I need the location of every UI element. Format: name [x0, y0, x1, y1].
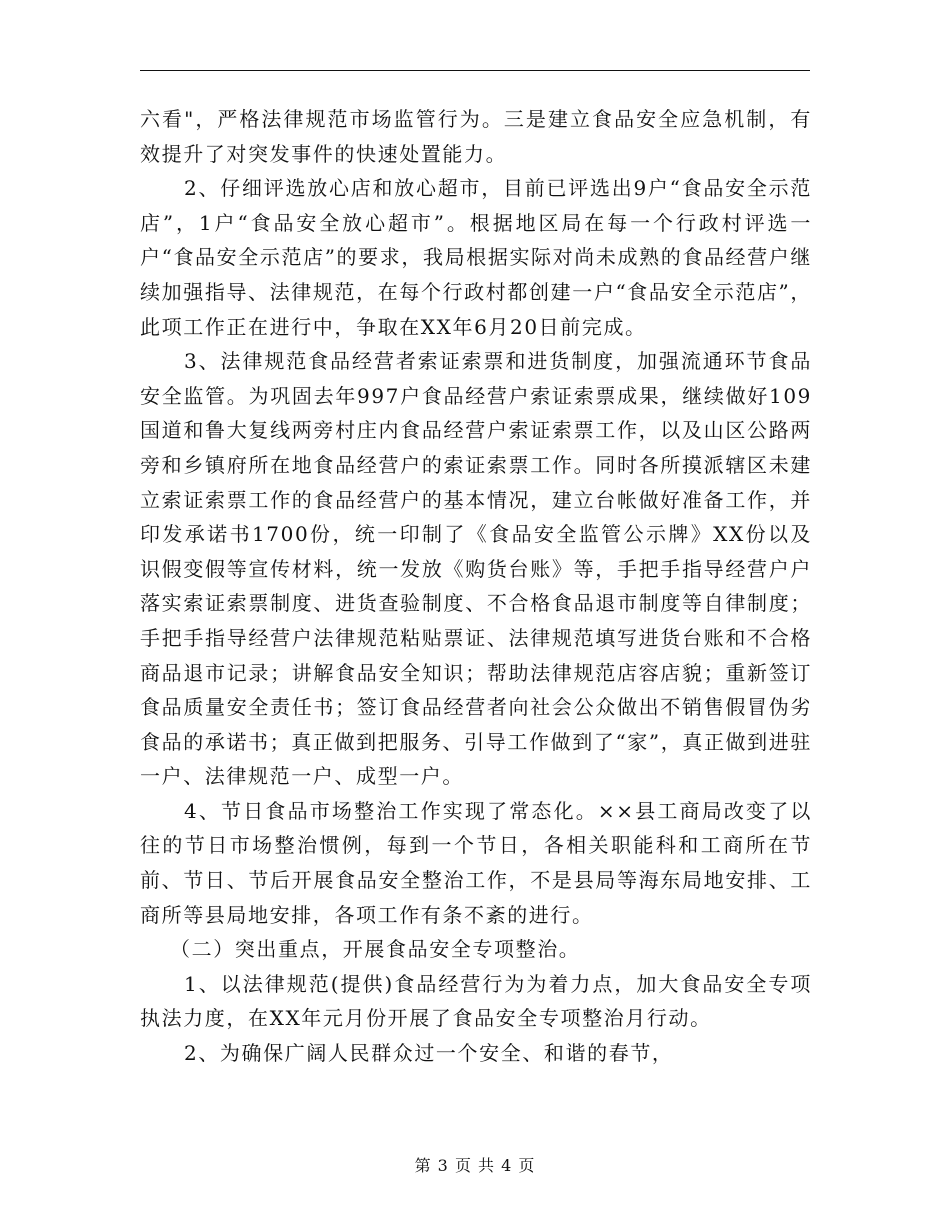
- header-rule: [140, 70, 810, 71]
- page-number-footer: 第 3 页 共 4 页: [414, 1156, 536, 1175]
- paragraph-item-3: 3、法律规范食品经营者索证索票和进货制度，加强流通环节食品安全监管。为巩固去年997户食品经营户索证索票成果，继续做好109国道和鲁大复线两旁村庄内食品经营户索证索票工作，以及山区公路两旁和乡镇府所在地食品经营户的索证索票工作。同时各所摸派辖区未建立索证索票工作的食品经营户的基本情况，建立台帐做好准备工作，并印发承诺书1700份，统一印制了《食品安全监管公示牌》XX份以及识假变假等宣传材料，统一发放《购货台账》等，手把手指导经营户户落实索证索票制度、进货查验制度、不合格食品退市制度等自律制度；手把手指导经营户法律规范粘贴票证、法律规范填写进货台账和不合格商品退市记录；讲解食品安全知识；帮助法律规范店容店貌；重新签订食品质量安全责任书；签订食品经营者向社会公众做出不销售假冒伪劣食品的承诺书；真正做到把服务、引导工作做到了“家”，真正做到进驻一户、法律规范一户、成型一户。: [140, 349, 812, 789]
- paragraph-item-2: 2、仔细评选放心店和放心超市，目前已评选出9户“食品安全示范店”，1户“食品安全放心超市”。根据地区局在每一个行政村评选一户“食品安全示范店”的要求，我局根据实际对尚未成熟的食品经营户继续加强指导、法律规范，在每个行政村都创建一户“食品安全示范店”，此项工作正在进行中，争取在XX年6月20日前完成。: [140, 176, 812, 339]
- section-heading: （二）突出重点，开展食品安全专项整治。: [170, 937, 581, 962]
- paragraph-subitem-1: 1、以法律规范(提供)食品经营行为为着力点，加大食品安全专项执法力度，在XX年元月份开展了食品安全专项整治月行动。: [140, 971, 812, 1031]
- paragraph-continuation: 六看"，严格法律规范市场监管行为。三是建立食品安全应急机制，有效提升了对突发事件的快速处置能力。: [140, 107, 812, 166]
- paragraph-item-4: 4、节日食品市场整治工作实现了常态化。××县工商局改变了以往的节日市场整治惯例，每到一个节日，各相关职能科和工商所在节前、节日、节后开展食品安全整治工作，不是县局等海东局地安排、工商所等县局地安排，各项工作有条不紊的进行。: [140, 798, 812, 927]
- document-body: [140, 102, 812, 1071]
- paragraph-subitem-2: 2、为确保广阔人民群众过一个安全、和谐的春节，: [184, 1041, 674, 1066]
